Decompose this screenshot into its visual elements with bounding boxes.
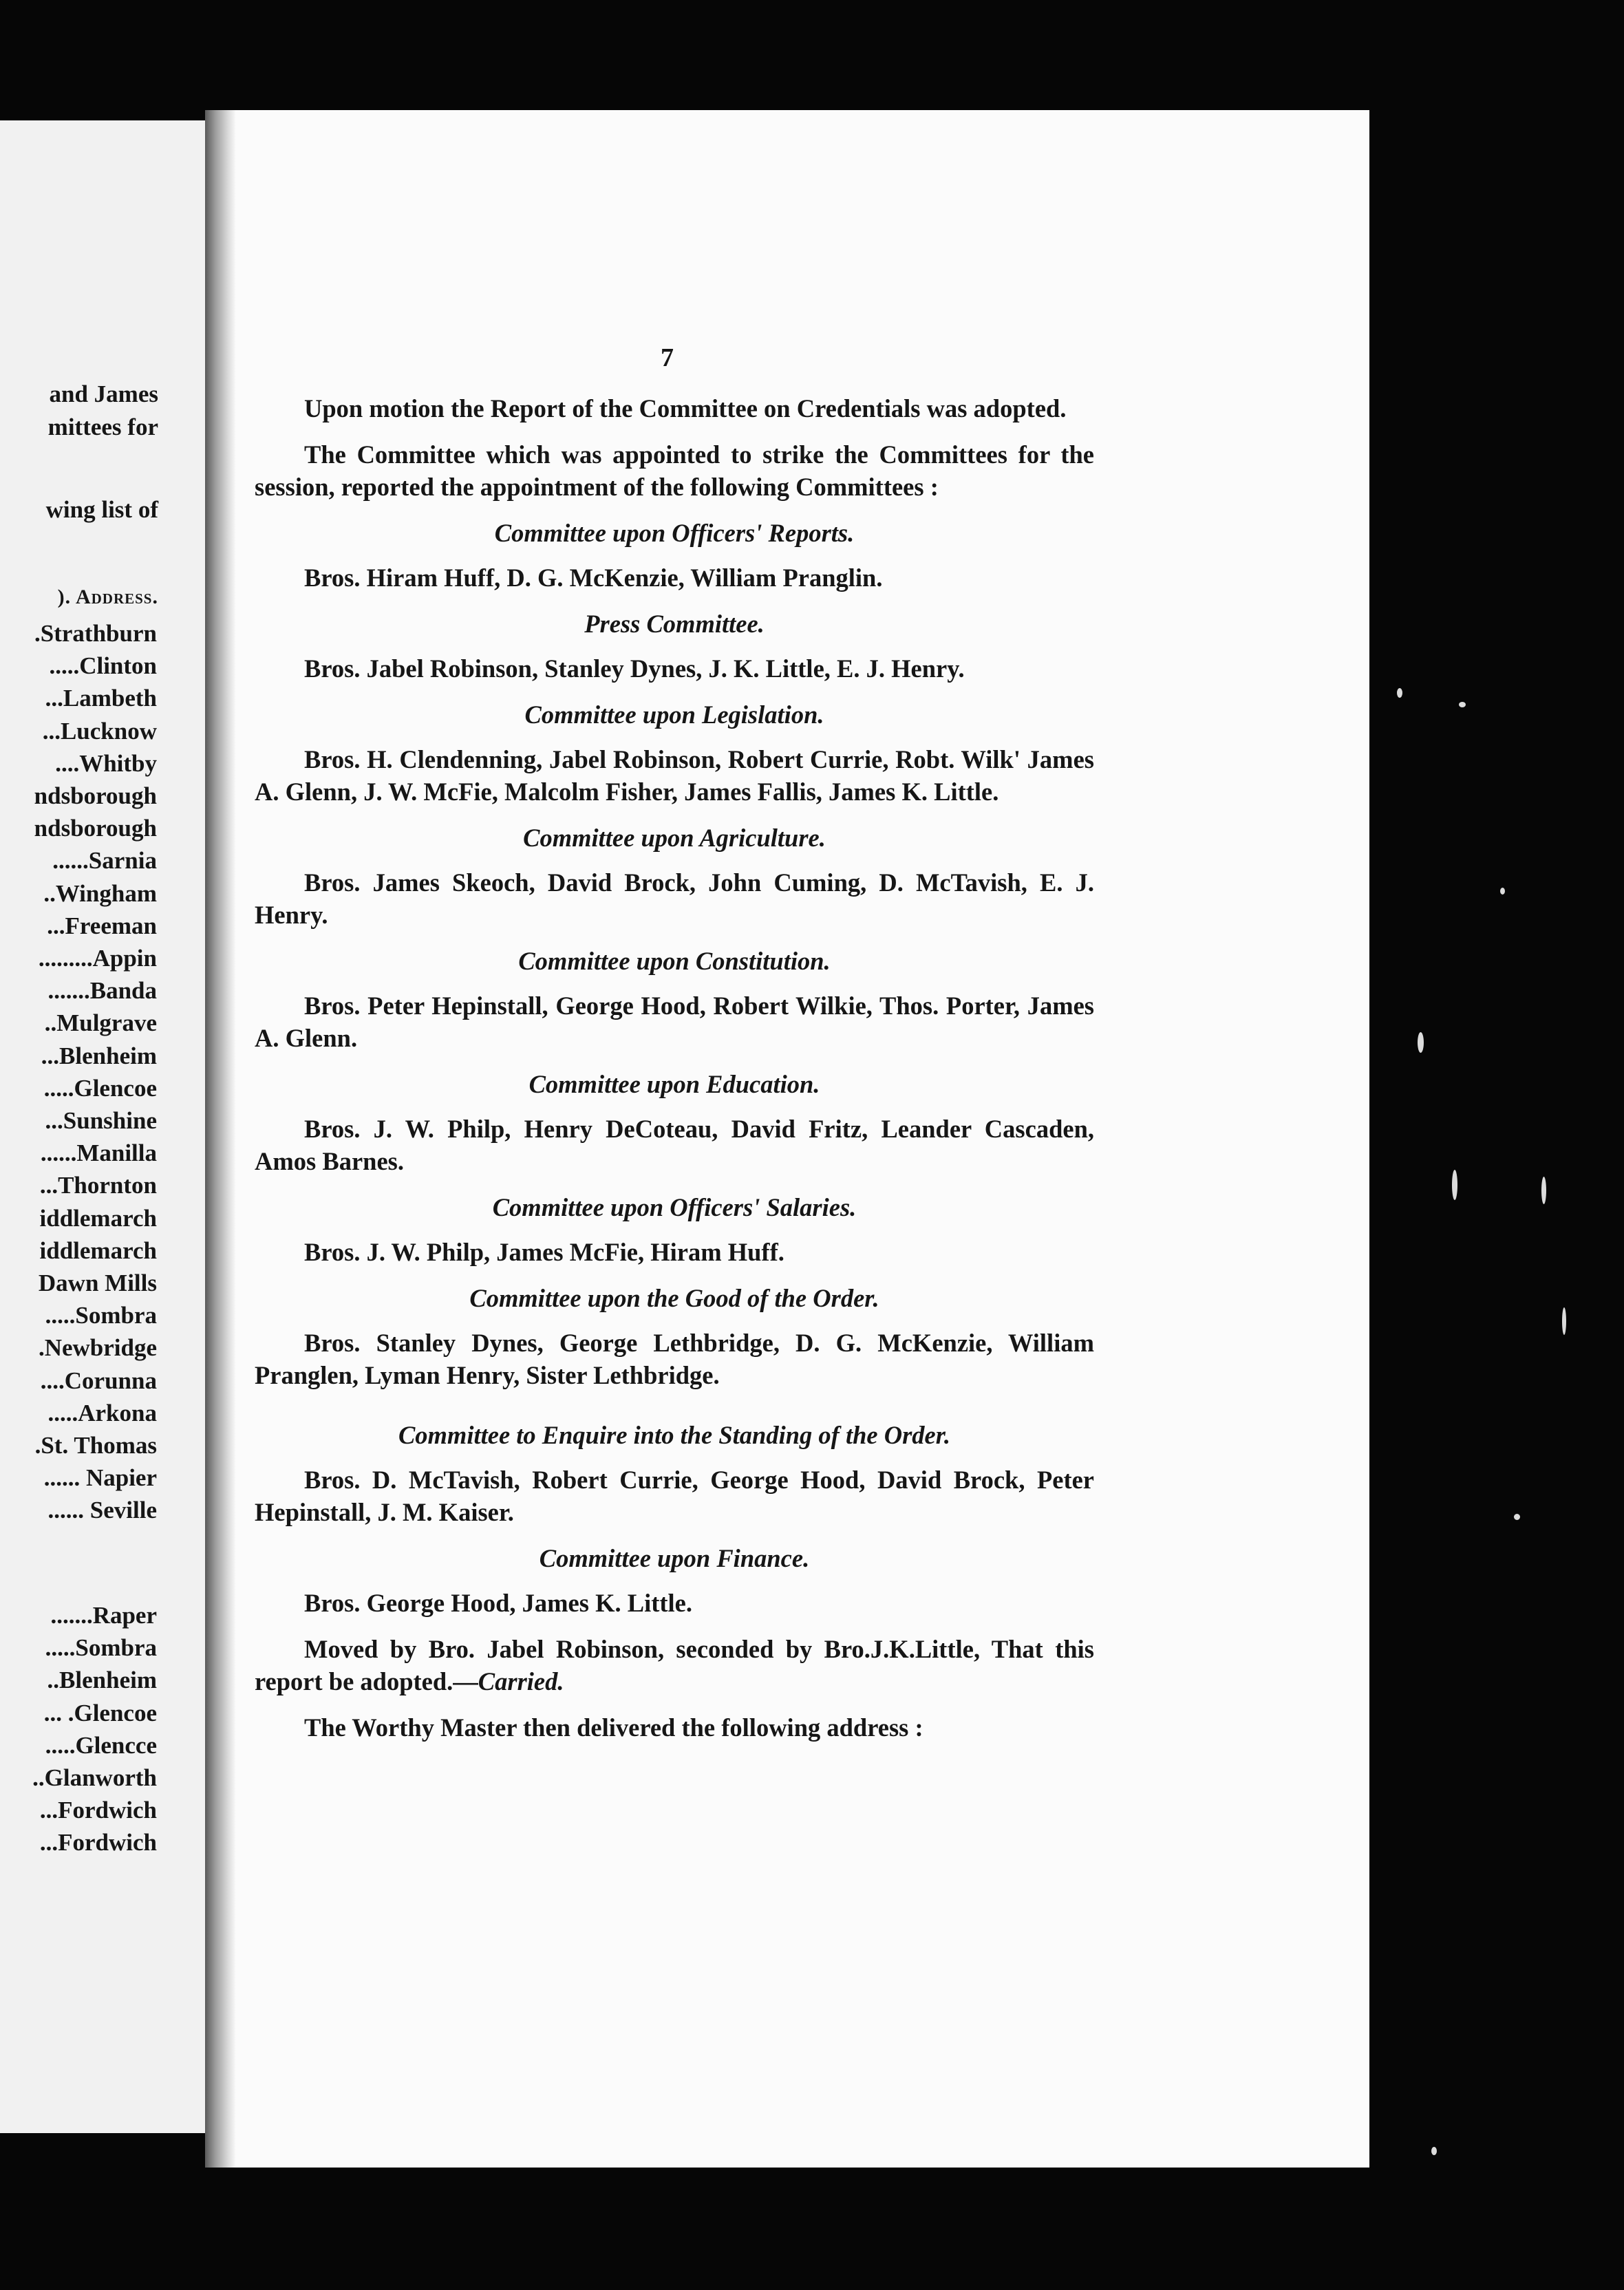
committee-heading: Committee upon Legislation. bbox=[524, 700, 824, 729]
address-entry: .....Glencoe bbox=[43, 1074, 157, 1102]
paragraph: The Committee which was appointed to strike the Committees for the session, reported the appointment of the following Committees : bbox=[255, 440, 1094, 501]
motion-text: Moved by Bro. Jabel Robinson, seconded by Bro.J.K.Little, That this report be adopted.— bbox=[255, 1635, 1094, 1695]
committee-heading: Committee upon Education. bbox=[528, 1070, 820, 1098]
address-entry: Dawn Mills bbox=[38, 1270, 157, 1296]
address-entry: ..Glanworth bbox=[32, 1764, 157, 1791]
address-entry: .........Appin bbox=[38, 945, 157, 972]
address-entry: iddlemarch bbox=[39, 1204, 157, 1232]
address-entry: ..Mulgrave bbox=[44, 1009, 157, 1037]
paragraph: The Worthy Master then delivered the following address : bbox=[304, 1713, 923, 1742]
scan-speck bbox=[1418, 1032, 1424, 1053]
paragraph: Bros. J. W. Philp, James McFie, Hiram Huff. bbox=[304, 1238, 784, 1266]
address-entry: ...Lambeth bbox=[45, 685, 157, 712]
committee-heading: Committee upon the Good of the Order. bbox=[469, 1284, 879, 1312]
paragraph: Bros. H. Clendenning, Jabel Robinson, Robert Currie, Robt. Wilk' James A. Glenn, J. W. McFie, Malcolm Fisher, James Fallis, James K. Little. bbox=[255, 745, 1094, 806]
address-entry: ...Fordwich bbox=[39, 1797, 157, 1824]
address-entry: ndsborough bbox=[34, 815, 157, 842]
address-entry: iddlemarch bbox=[39, 1237, 157, 1264]
paragraph: Bros. James Skeoch, David Brock, John Cuming, D. McTavish, E. J. Henry. bbox=[255, 868, 1094, 929]
left-facing-page bbox=[0, 120, 226, 2133]
paragraph: Bros. J. W. Philp, Henry DeCoteau, David Fritz, Leander Cascaden, Amos Barnes. bbox=[255, 1115, 1094, 1175]
address-entry: .....Glencce bbox=[45, 1731, 157, 1759]
address-entry: .Newbridge bbox=[38, 1334, 157, 1362]
paragraph: Bros. Jabel Robinson, Stanley Dynes, J. K. Little, E. J. Henry. bbox=[304, 654, 965, 683]
page-body bbox=[255, 392, 1094, 1744]
address-entry: ...Fordwich bbox=[39, 1829, 157, 1856]
committee-heading: Committee upon Constitution. bbox=[518, 947, 831, 975]
address-entry: ...... Napier bbox=[43, 1464, 157, 1492]
scan-speck bbox=[1514, 1514, 1520, 1520]
address-entry: ndsborough bbox=[34, 782, 157, 809]
address-entry: ......Sarnia bbox=[52, 847, 157, 875]
address-entry: ...Sunshine bbox=[45, 1107, 157, 1134]
address-column-heading: ). Address. bbox=[57, 586, 158, 608]
committee-heading: Committee upon Officers' Reports. bbox=[494, 519, 855, 547]
committee-heading: Committee upon Officers' Salaries. bbox=[492, 1193, 857, 1221]
paragraph: Bros. D. McTavish, Robert Currie, George Hood, David Brock, Peter Hepinstall, J. M. Kaiser. bbox=[255, 1466, 1094, 1526]
address-entry: ......Manilla bbox=[40, 1139, 157, 1167]
left-header-line: wing list of bbox=[45, 496, 158, 523]
committee-heading: Press Committee. bbox=[584, 610, 765, 638]
committee-heading: Committee upon Agriculture. bbox=[523, 824, 826, 852]
address-entry: .....Arkona bbox=[47, 1399, 157, 1426]
scan-speck bbox=[1397, 688, 1402, 698]
address-entry: ...Lucknow bbox=[42, 717, 157, 745]
address-entry: .St. Thomas bbox=[34, 1432, 157, 1459]
committee-heading: Committee upon Finance. bbox=[539, 1544, 810, 1572]
paragraph: Bros. Stanley Dynes, George Lethbridge, D. G. McKenzie, William Pranglen, Lyman Henry, Sister Lethbridge. bbox=[255, 1329, 1094, 1389]
scan-speck bbox=[1452, 1170, 1457, 1200]
motion-paragraph bbox=[255, 1633, 1094, 1698]
carried-text: Carried. bbox=[478, 1667, 564, 1695]
page-gutter bbox=[205, 110, 235, 2168]
address-entry: .......Banda bbox=[47, 977, 157, 1005]
address-entry: ...... Seville bbox=[47, 1497, 157, 1524]
scan-speck bbox=[1431, 2147, 1437, 2155]
address-entry: .......Raper bbox=[50, 1602, 157, 1629]
address-entry: ....Whitby bbox=[55, 749, 157, 777]
address-entry: ...Freeman bbox=[47, 912, 157, 939]
scan-speck bbox=[1459, 702, 1466, 707]
paragraph: Upon motion the Report of the Committee on Credentials was adopted. bbox=[304, 394, 1067, 422]
scan-speck bbox=[1541, 1177, 1546, 1204]
left-header-line: and James bbox=[49, 381, 158, 407]
address-entry: .....Sombra bbox=[45, 1302, 157, 1329]
left-header-line: mittees for bbox=[47, 414, 158, 440]
address-entry: ..Wingham bbox=[43, 879, 157, 907]
page-number: 7 bbox=[661, 343, 674, 372]
address-entry: .Strathburn bbox=[34, 620, 157, 647]
address-entry: ..Blenheim bbox=[47, 1667, 157, 1694]
address-entry: ... .Glencoe bbox=[43, 1699, 157, 1726]
scan-speck bbox=[1562, 1307, 1566, 1335]
address-entry: ...Thornton bbox=[39, 1172, 157, 1199]
address-entry: ....Corunna bbox=[40, 1367, 157, 1394]
paragraph: Bros. Peter Hepinstall, George Hood, Robert Wilkie, Thos. Porter, James A. Glenn. bbox=[255, 992, 1094, 1052]
address-entry: ...Blenheim bbox=[41, 1042, 157, 1069]
committee-heading: Committee to Enquire into the Standing of the Order. bbox=[398, 1421, 951, 1449]
paragraph: Bros. Hiram Huff, D. G. McKenzie, William Pranglin. bbox=[304, 564, 883, 592]
address-entry: .....Sombra bbox=[45, 1634, 157, 1662]
paragraph: Bros. George Hood, James K. Little. bbox=[304, 1589, 692, 1617]
address-entry: .....Clinton bbox=[49, 652, 157, 680]
scan-speck bbox=[1500, 888, 1505, 895]
